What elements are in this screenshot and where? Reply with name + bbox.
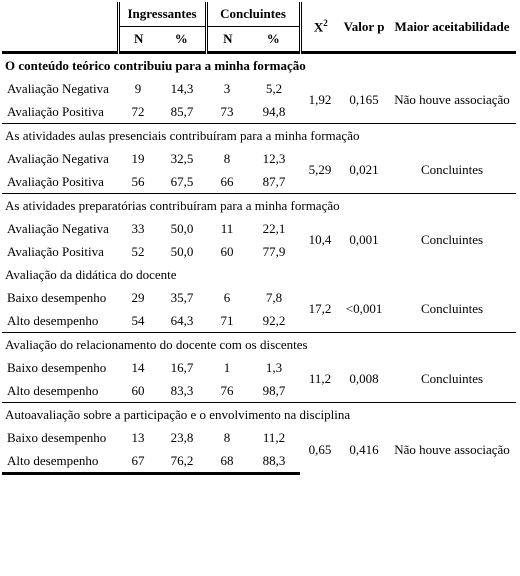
section-header-row xyxy=(2,403,516,427)
section-title: Avaliação da didática do docente xyxy=(5,266,177,282)
cell-p-value: 0,416 xyxy=(349,441,379,457)
cell-concluintes-pct: 98,7 xyxy=(262,382,286,398)
cell-concluintes-n: 11 xyxy=(220,220,234,236)
cell-concluintes-n: 71 xyxy=(220,312,234,328)
cell-concluintes-pct: 77,9 xyxy=(262,243,286,259)
cell-acceptance: Concluintes xyxy=(420,232,484,247)
cell-concluintes-pct: 7,8 xyxy=(265,289,283,305)
cell-concluintes-pct: 11,2 xyxy=(262,429,286,445)
section-title: As atividades aulas presenciais contribuíram para a minha formação xyxy=(2,124,516,148)
cell-acceptance: Concluintes xyxy=(420,301,484,316)
cell-p-value: <0,001 xyxy=(345,301,383,316)
cell-concluintes-n: 6 xyxy=(223,289,231,305)
cell-concluintes-pct: 5,2 xyxy=(265,80,283,96)
cell-ingressantes-n: 52 xyxy=(131,243,145,259)
cell-concluintes-pct: 94,8 xyxy=(262,103,286,119)
cell-chi2: 0,65 xyxy=(308,441,332,457)
header-co-n: N xyxy=(223,31,233,46)
cell-concluintes-pct: 88,3 xyxy=(248,449,300,474)
cell-concluintes-n: 3 xyxy=(223,80,231,96)
table-row xyxy=(2,217,516,240)
cell-chi2: 5,29 xyxy=(308,162,332,177)
cell-concluintes-pct: 87,7 xyxy=(262,173,286,189)
table-row xyxy=(2,426,516,449)
header-acceptance: Maior aceitabilidade xyxy=(394,18,510,34)
section-header-row xyxy=(2,53,516,78)
row-label: Avaliação Positiva xyxy=(7,243,104,259)
header-chi2 xyxy=(300,2,340,53)
cell-ingressantes-pct: 16,7 xyxy=(170,359,194,375)
cell-chi2: 10,4 xyxy=(308,232,332,247)
chi2-superscript: 2 xyxy=(323,17,328,28)
cell-ingressantes-n: 67 xyxy=(118,449,158,474)
cell-p-value: 0,021 xyxy=(349,162,379,177)
cell-ingressantes-pct: 83,3 xyxy=(170,382,194,398)
cell-concluintes-pct: 1,3 xyxy=(265,359,283,375)
header-in-n: N xyxy=(118,27,158,53)
cell-ingressantes-pct: 32,5 xyxy=(170,150,194,166)
row-label: Baixo desempenho xyxy=(7,359,107,375)
cell-concluintes-n: 8 xyxy=(223,150,231,166)
cell-chi2: 17,2 xyxy=(308,301,332,316)
cell-ingressantes-pct: 35,7 xyxy=(170,289,194,305)
cell-ingressantes-n: 9 xyxy=(134,80,142,96)
cell-ingressantes-n: 60 xyxy=(131,382,145,398)
header-blank-2 xyxy=(2,27,118,53)
cell-ingressantes-pct: 23,8 xyxy=(170,429,194,445)
cell-ingressantes-pct: 14,3 xyxy=(170,80,194,96)
cell-concluintes-n: 68 xyxy=(206,449,248,474)
cell-ingressantes-pct: 50,0 xyxy=(170,220,194,236)
cell-concluintes-n: 76 xyxy=(220,382,234,398)
cell-ingressantes-pct: 85,7 xyxy=(170,103,194,119)
cell-ingressantes-pct: 76,2 xyxy=(158,449,206,474)
table-row xyxy=(2,77,516,100)
cell-acceptance: Concluintes xyxy=(420,162,484,177)
header-blank xyxy=(2,2,118,27)
section-title: As atividades preparatórias contribuíram para a minha formação xyxy=(2,194,516,218)
row-label: Avaliação Negativa xyxy=(7,80,109,96)
cell-ingressantes-n: 56 xyxy=(131,173,145,189)
cell-concluintes-n: 60 xyxy=(220,243,234,259)
table-row xyxy=(2,356,516,379)
cell-ingressantes-n: 13 xyxy=(131,429,145,445)
table-row xyxy=(2,286,516,309)
header-group-concluintes: Concluintes xyxy=(206,2,300,27)
section-header-row xyxy=(2,263,516,286)
row-label: Alto desempenho xyxy=(7,312,99,328)
header-p-value: Valor p xyxy=(343,18,385,34)
cell-ingressantes-n: 54 xyxy=(131,312,145,328)
cell-concluintes-pct: 12,3 xyxy=(262,150,286,166)
results-table xyxy=(2,2,516,475)
cell-ingressantes-n: 72 xyxy=(131,103,145,119)
section-header-row xyxy=(2,194,516,218)
cell-acceptance: Não houve associação xyxy=(394,441,510,457)
section-header-row xyxy=(2,333,516,357)
cell-concluintes-pct: 92,2 xyxy=(262,312,286,328)
cell-ingressantes-n: 14 xyxy=(131,359,145,375)
cell-p-value: 0,001 xyxy=(349,232,379,247)
cell-concluintes-n: 66 xyxy=(220,173,234,189)
section-title: Avaliação do relacionamento do docente com os discentes xyxy=(2,333,516,357)
cell-acceptance: Concluintes xyxy=(420,371,484,386)
section-title: Autoavaliação sobre a participação e o envolvimento na disciplina xyxy=(2,403,516,427)
cell-concluintes-n: 8 xyxy=(223,429,231,445)
row-label: Avaliação Positiva xyxy=(7,103,104,119)
cell-concluintes-n: 73 xyxy=(220,103,234,119)
chi2-symbol: X xyxy=(313,19,324,35)
header-group-ingressantes: Ingressantes xyxy=(118,2,206,27)
section-header-row xyxy=(2,124,516,148)
row-label: Avaliação Negativa xyxy=(7,220,109,236)
cell-p-value: 0,008 xyxy=(349,371,379,386)
row-label: Baixo desempenho xyxy=(7,429,107,445)
section-title: O conteúdo teórico contribuiu para a minha formação xyxy=(2,53,516,78)
row-label: Avaliação Positiva xyxy=(7,173,104,189)
cell-ingressantes-pct: 67,5 xyxy=(170,173,194,189)
row-label: Alto desempenho xyxy=(2,449,118,474)
row-label: Avaliação Negativa xyxy=(7,150,109,166)
cell-ingressantes-n: 19 xyxy=(131,150,145,166)
table-row xyxy=(2,147,516,170)
cell-acceptance: Não houve associação xyxy=(394,92,510,107)
header-co-pct: % xyxy=(248,27,300,53)
header-in-pct: % xyxy=(158,27,206,53)
cell-p-value: 0,165 xyxy=(349,92,379,107)
row-label: Alto desempenho xyxy=(7,382,99,398)
cell-concluintes-n: 1 xyxy=(223,359,231,375)
cell-chi2: 11,2 xyxy=(308,371,332,386)
cell-ingressantes-pct: 50,0 xyxy=(170,243,194,259)
cell-chi2: 1,92 xyxy=(308,92,332,107)
row-label: Baixo desempenho xyxy=(7,289,107,305)
cell-ingressantes-pct: 64,3 xyxy=(170,312,194,328)
cell-concluintes-pct: 22,1 xyxy=(262,220,286,236)
cell-ingressantes-n: 29 xyxy=(131,289,145,305)
cell-ingressantes-n: 33 xyxy=(131,220,145,236)
